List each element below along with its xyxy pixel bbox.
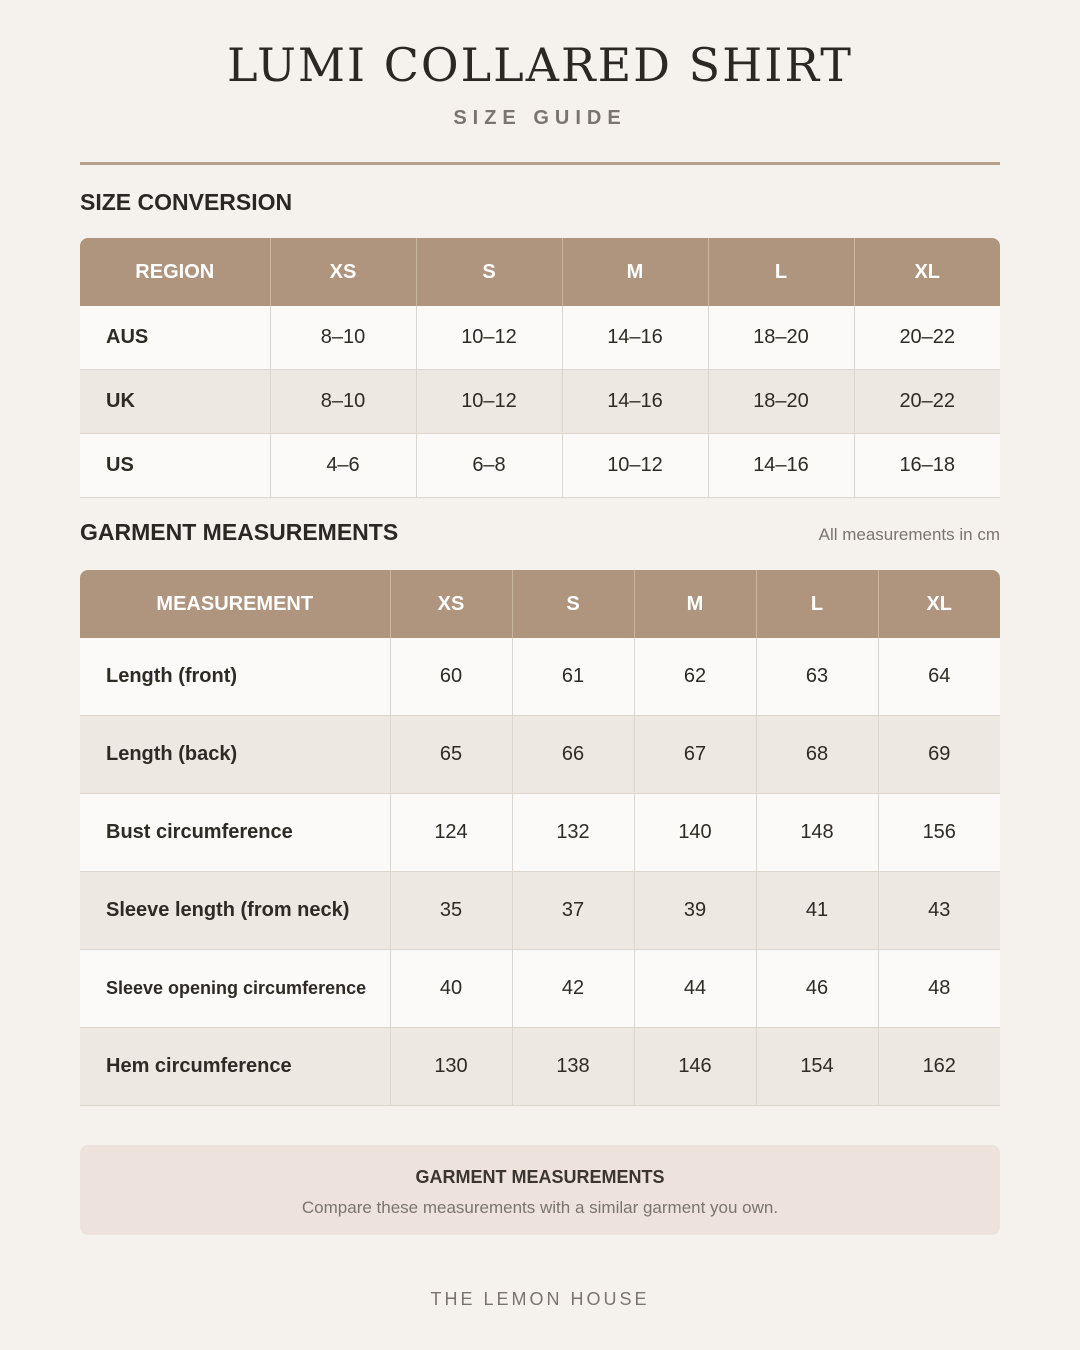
region-label: UK [80, 370, 270, 434]
table-cell: 48 [878, 950, 1000, 1028]
column-header: REGION [80, 238, 270, 306]
measurement-label: Hem circumference [80, 1028, 390, 1106]
table-cell: 63 [756, 638, 878, 716]
table-cell: 64 [878, 638, 1000, 716]
table-cell: 43 [878, 872, 1000, 950]
table-cell: 18–20 [708, 370, 854, 434]
table-cell: 42 [512, 950, 634, 1028]
table-row [80, 716, 1000, 794]
table-cell: 69 [878, 716, 1000, 794]
divider [80, 162, 1000, 165]
column-header: MEASUREMENT [80, 570, 390, 638]
table-cell: 66 [512, 716, 634, 794]
table-cell: 130 [390, 1028, 512, 1106]
table-row [80, 434, 1000, 498]
table-cell: 146 [634, 1028, 756, 1106]
table-cell: 124 [390, 794, 512, 872]
table-cell: 10–12 [416, 306, 562, 370]
column-header: XS [390, 570, 512, 638]
table-cell: 20–22 [854, 370, 1000, 434]
column-header: L [708, 238, 854, 306]
table-row [80, 794, 1000, 872]
table-cell: 20–22 [854, 306, 1000, 370]
note-box [80, 1145, 1000, 1235]
table-header-row [80, 570, 1000, 638]
table-row [80, 370, 1000, 434]
page-subtitle: SIZE GUIDE [453, 107, 627, 129]
table-cell: 8–10 [270, 370, 416, 434]
table-cell: 62 [634, 638, 756, 716]
page-title: LUMI COLLARED SHIRT [227, 38, 853, 92]
size-conversion-table [80, 238, 1000, 498]
table-cell: 39 [634, 872, 756, 950]
table-cell: 46 [756, 950, 878, 1028]
table-cell: 6–8 [416, 434, 562, 498]
footer-brand: THE LEMON HOUSE [430, 1289, 650, 1309]
table-row [80, 306, 1000, 370]
table-cell: 10–12 [562, 434, 708, 498]
table-row [80, 950, 1000, 1028]
region-label: US [80, 434, 270, 498]
column-header: XS [270, 238, 416, 306]
units-note: All measurements in cm [818, 525, 1000, 544]
table-cell: 60 [390, 638, 512, 716]
table-cell: 10–12 [416, 370, 562, 434]
table-cell: 16–18 [854, 434, 1000, 498]
note-text: Compare these measurements with a similar garment you own. [301, 1198, 779, 1217]
table-cell: 14–16 [562, 370, 708, 434]
column-header: L [756, 570, 878, 638]
table-cell: 65 [390, 716, 512, 794]
table-cell: 4–6 [270, 434, 416, 498]
measurement-label: Length (back) [80, 716, 390, 794]
table-cell: 67 [634, 716, 756, 794]
table-row [80, 1028, 1000, 1106]
measurement-label: Sleeve length (from neck) [80, 872, 390, 950]
table-row [80, 872, 1000, 950]
measurement-label: Bust circumference [80, 794, 390, 872]
table-row [80, 638, 1000, 716]
measurement-label: Length (front) [80, 638, 390, 716]
region-label: AUS [80, 306, 270, 370]
table-cell: 140 [634, 794, 756, 872]
table-cell: 148 [756, 794, 878, 872]
measurement-label: Sleeve opening circumference [80, 950, 390, 1028]
table-cell: 35 [390, 872, 512, 950]
column-header: S [416, 238, 562, 306]
table-cell: 68 [756, 716, 878, 794]
garment-measurements-table [80, 570, 1000, 1106]
table-cell: 162 [878, 1028, 1000, 1106]
column-header: M [634, 570, 756, 638]
table-header-row [80, 238, 1000, 306]
column-header: S [512, 570, 634, 638]
table-cell: 14–16 [708, 434, 854, 498]
column-header: XL [878, 570, 1000, 638]
table-cell: 138 [512, 1028, 634, 1106]
table-cell: 44 [634, 950, 756, 1028]
table-cell: 156 [878, 794, 1000, 872]
table-cell: 132 [512, 794, 634, 872]
table-cell: 154 [756, 1028, 878, 1106]
section-title-garment-measurements: GARMENT MEASUREMENTS [80, 519, 399, 545]
note-title: GARMENT MEASUREMENTS [415, 1167, 665, 1187]
table-cell: 37 [512, 872, 634, 950]
table-cell: 8–10 [270, 306, 416, 370]
table-cell: 41 [756, 872, 878, 950]
table-cell: 40 [390, 950, 512, 1028]
table-cell: 61 [512, 638, 634, 716]
table-cell: 18–20 [708, 306, 854, 370]
section-title-size-conversion: SIZE CONVERSION [80, 189, 293, 215]
column-header: M [562, 238, 708, 306]
table-cell: 14–16 [562, 306, 708, 370]
column-header: XL [854, 238, 1000, 306]
